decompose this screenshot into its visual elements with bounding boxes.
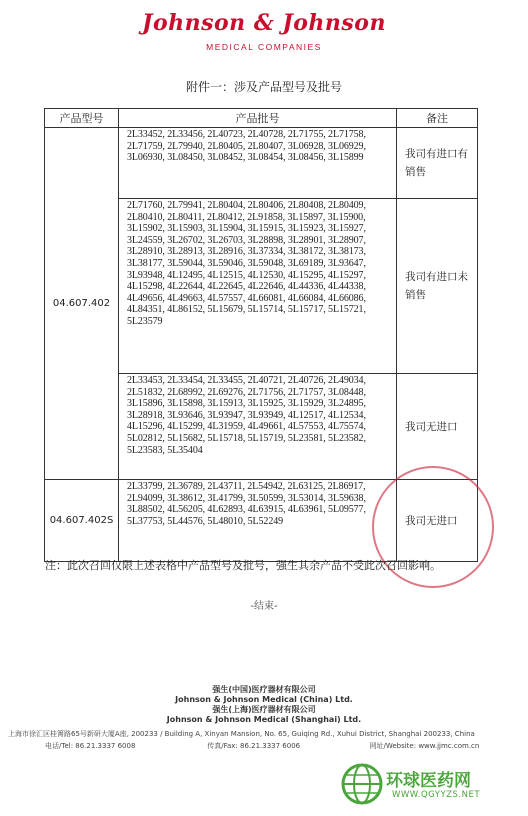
- company-logo: Johnson & Johnson: [142, 10, 386, 36]
- recall-note: 注：此次召回仅限上述表格中产品型号及批号，强生其余产品不受此次召回影响。: [45, 559, 441, 572]
- signature-shanghai-cn: 强生(上海)医疗器材有限公司: [212, 705, 316, 714]
- header-model: 产品型号: [45, 109, 119, 128]
- end-marker: -结束-: [250, 601, 278, 612]
- watermark-name: 环球医药网: [386, 771, 471, 791]
- signature-shanghai: [0, 705, 528, 725]
- header-batch: 产品批号: [119, 109, 397, 128]
- footer-phone: 电话/Tel: 86.21.3337 6008: [45, 742, 136, 750]
- remark-cell: 我司有进口有销售: [397, 128, 478, 199]
- model-cell: 04.607.402S: [45, 480, 119, 562]
- globe-icon: [340, 762, 384, 806]
- signature-china-cn: 强生(中国)医疗器材有限公司: [212, 685, 316, 694]
- batch-cell: 2L33453, 2L33454, 2L33455, 2L40721, 2L40726, 2L49034, 2L51832, 2L68992, 2L69276, 2L71756, 2L71757, 3L08448, 3L15896, 3L15898, 3L15913, 3L15925, 3L15929, 3L24895, 3L28918, 3L93646, 3L93947, 3L93949, 4L12517, 4L12534, 4L15296, 4L15299, 4L31959, 4L49661, 4L57553, 4L75574, 5L02812, 5L15682, 5L15718, 5L15719, 5L23581, 5L23582, 5L23583, 5L35404: [119, 374, 397, 480]
- header-remark: 备注: [397, 109, 478, 128]
- footer-contact: [45, 741, 515, 751]
- remark-cell: 我司无进口: [397, 480, 478, 562]
- signature-china-en: Johnson & Johnson Medical (China) Ltd.: [175, 695, 353, 704]
- footer-address: 上海市徐汇区桂箐路65号新研大厦A座, 200233 / Building A, Xinyan Mansion, No. 65, Guiqing Rd., Xuhui District, Shanghai 200233, China: [8, 730, 475, 738]
- document-title: 附件一：涉及产品型号及批号: [185, 80, 342, 94]
- batch-cell: 2L33452, 2L33456, 2L40723, 2L40728, 2L71755, 2L71758, 2L71759, 2L79940, 2L80405, 2L80407, 3L06928, 3L06929, 3L06930, 3L08450, 3L08452, 3L08454, 3L08456, 3L15899: [119, 128, 397, 199]
- footer-fax: 传真/Fax: 86.21.3337 6006: [207, 742, 301, 750]
- signature-china: [0, 685, 528, 705]
- model-cell: 04.607.402: [45, 128, 119, 480]
- company-logo-subtitle: MEDICAL COMPANIES: [206, 42, 322, 52]
- remark-cell: 我司有进口未销售: [397, 199, 478, 374]
- batch-cell: 2L71760, 2L79941, 2L80404, 2L80406, 2L80408, 2L80409, 2L80410, 2L80411, 2L80412, 2L91858, 3L15897, 3L15900, 3L15902, 3L15903, 3L15904, 3L15915, 3L15923, 3L15927, 3L24559, 3L26702, 3L26703, 3L28898, 3L28901, 3L28907, 3L28910, 3L28913, 3L28916, 3L37334, 3L38172, 3L38173, 3L38177, 3L59044, 3L59046, 3L59048, 3L69189, 3L93647, 3L93948, 4L12495, 4L12515, 4L12530, 4L15295, 4L15297, 4L15298, 4L22644, 4L22645, 4L22646, 4L44336, 4L44338, 4L49656, 4L49663, 4L57557, 4L66081, 4L66084, 4L66086, 4L84351, 4L86152, 5L15679, 5L15714, 5L15717, 5L15721, 5L23579: [119, 199, 397, 374]
- footer-website: 网址/Website: www.jjmc.com.cn: [369, 742, 480, 750]
- table-header-row: [45, 109, 478, 128]
- watermark-url: WWW.QGYYZS.NET: [392, 790, 481, 800]
- table-row: [45, 128, 478, 199]
- signature-shanghai-en: Johnson & Johnson Medical (Shanghai) Ltd.: [166, 715, 362, 724]
- remark-cell: 我司无进口: [397, 374, 478, 480]
- batch-cell: 2L33799, 2L36789, 2L43711, 2L54942, 2L63125, 2L86917, 2L94099, 3L38612, 3L41799, 3L50599, 3L53014, 3L59638, 3L88502, 4L56205, 4L62893, 4L63915, 4L63961, 5L09577, 5L37753, 5L44576, 5L48010, 5L52249: [119, 480, 397, 562]
